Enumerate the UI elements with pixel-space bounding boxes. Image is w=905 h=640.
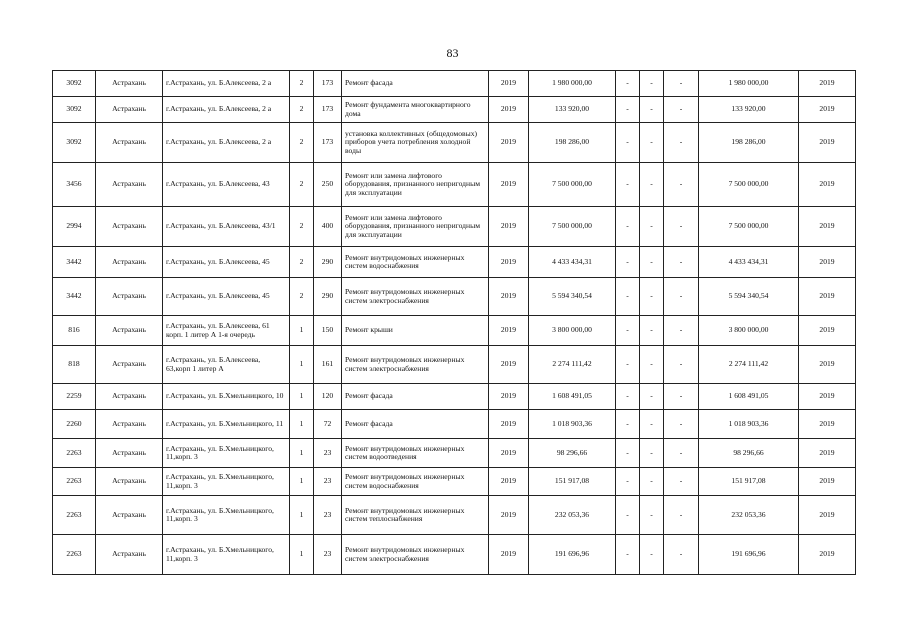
cell-city: Астрахань: [96, 535, 163, 575]
cell-apartments: 23: [314, 496, 342, 535]
cell-year-end: 2019: [799, 410, 856, 439]
cell-city: Астрахань: [96, 468, 163, 496]
cell-year-end: 2019: [799, 278, 856, 316]
cell-apartments: 290: [314, 278, 342, 316]
cell-total: 7 500 000,00: [699, 163, 799, 207]
table-row: [53, 97, 856, 123]
cell-year: 2019: [489, 410, 529, 439]
cell-id: 2994: [53, 207, 96, 247]
cell-city: Астрахань: [96, 123, 163, 163]
cell-floors: 1: [290, 384, 314, 410]
table-row: [53, 496, 856, 535]
cell-address: г.Астрахань, ул. Б.Алексеева, 2 а: [163, 123, 290, 163]
cell-cost: 198 286,00: [529, 123, 616, 163]
cell-dash-2: -: [640, 316, 664, 346]
cell-floors: 1: [290, 439, 314, 468]
cell-year: 2019: [489, 278, 529, 316]
cell-dash-1: -: [616, 71, 640, 97]
cell-dash-2: -: [640, 247, 664, 278]
cell-year: 2019: [489, 71, 529, 97]
cell-apartments: 173: [314, 97, 342, 123]
cell-total: 1 608 491,05: [699, 384, 799, 410]
cell-year-end: 2019: [799, 316, 856, 346]
cell-id: 816: [53, 316, 96, 346]
cell-work-type: Ремонт крыши: [342, 316, 489, 346]
cell-dash-2: -: [640, 468, 664, 496]
cell-dash-2: -: [640, 410, 664, 439]
cell-city: Астрахань: [96, 410, 163, 439]
cell-id: 3092: [53, 97, 96, 123]
cell-year: 2019: [489, 207, 529, 247]
cell-year-end: 2019: [799, 247, 856, 278]
cell-id: 2263: [53, 468, 96, 496]
cell-floors: 1: [290, 496, 314, 535]
cell-dash-2: -: [640, 278, 664, 316]
cell-cost: 7 500 000,00: [529, 207, 616, 247]
cell-address: г.Астрахань, ул. Б.Алексеева, 63,корп 1 литер А: [163, 346, 290, 384]
cell-year-end: 2019: [799, 163, 856, 207]
cell-total: 151 917,08: [699, 468, 799, 496]
table-row: [53, 207, 856, 247]
cell-address: г.Астрахань, ул. Б.Хмельницкого, 11,корп. 3: [163, 439, 290, 468]
cell-floors: 2: [290, 71, 314, 97]
cell-year: 2019: [489, 384, 529, 410]
cell-cost: 7 500 000,00: [529, 163, 616, 207]
cell-year: 2019: [489, 123, 529, 163]
cell-id: 3456: [53, 163, 96, 207]
cell-address: г.Астрахань, ул. Б.Алексеева, 45: [163, 278, 290, 316]
cell-apartments: 72: [314, 410, 342, 439]
cell-total: 232 053,36: [699, 496, 799, 535]
cell-year: 2019: [489, 439, 529, 468]
cell-id: 3092: [53, 71, 96, 97]
cell-address: г.Астрахань, ул. Б.Хмельницкого, 11: [163, 410, 290, 439]
cell-dash-3: -: [664, 384, 699, 410]
table-row: [53, 535, 856, 575]
cell-floors: 2: [290, 278, 314, 316]
cell-floors: 2: [290, 97, 314, 123]
cell-floors: 1: [290, 346, 314, 384]
cell-floors: 2: [290, 207, 314, 247]
cell-address: г.Астрахань, ул. Б.Алексеева, 43/1: [163, 207, 290, 247]
cell-cost: 4 433 434,31: [529, 247, 616, 278]
cell-dash-1: -: [616, 535, 640, 575]
cell-year-end: 2019: [799, 439, 856, 468]
cell-dash-2: -: [640, 496, 664, 535]
cell-dash-2: -: [640, 97, 664, 123]
cell-year: 2019: [489, 163, 529, 207]
cell-work-type: Ремонт фасада: [342, 71, 489, 97]
cell-dash-3: -: [664, 468, 699, 496]
cell-apartments: 173: [314, 123, 342, 163]
cell-total: 98 296,66: [699, 439, 799, 468]
cell-id: 3442: [53, 247, 96, 278]
cell-id: 2259: [53, 384, 96, 410]
cell-dash-3: -: [664, 535, 699, 575]
cell-year: 2019: [489, 346, 529, 384]
cell-city: Астрахань: [96, 496, 163, 535]
cell-cost: 1 980 000,00: [529, 71, 616, 97]
cell-dash-3: -: [664, 97, 699, 123]
cell-dash-1: -: [616, 163, 640, 207]
cell-work-type: установка коллективных (общедомовых) приборов учета потребления холодной воды: [342, 123, 489, 163]
cell-floors: 1: [290, 468, 314, 496]
cell-dash-3: -: [664, 278, 699, 316]
cell-address: г.Астрахань, ул. Б.Алексеева, 2 а: [163, 97, 290, 123]
cell-floors: 2: [290, 247, 314, 278]
cell-total: 4 433 434,31: [699, 247, 799, 278]
cell-dash-1: -: [616, 439, 640, 468]
cell-year: 2019: [489, 468, 529, 496]
cell-address: г.Астрахань, ул. Б.Хмельницкого, 11,корп. 3: [163, 535, 290, 575]
cell-apartments: 250: [314, 163, 342, 207]
cell-year: 2019: [489, 535, 529, 575]
cell-apartments: 290: [314, 247, 342, 278]
cell-work-type: Ремонт или замена лифтового оборудования, признанного непригодным для эксплуатации: [342, 207, 489, 247]
cell-id: 2263: [53, 439, 96, 468]
cell-dash-1: -: [616, 123, 640, 163]
cell-dash-1: -: [616, 207, 640, 247]
cell-address: г.Астрахань, ул. Б.Алексеева, 2 а: [163, 71, 290, 97]
cell-work-type: Ремонт фасада: [342, 384, 489, 410]
cell-city: Астрахань: [96, 97, 163, 123]
cell-year-end: 2019: [799, 71, 856, 97]
cell-apartments: 120: [314, 384, 342, 410]
cell-address: г.Астрахань, ул. Б.Алексеева, 45: [163, 247, 290, 278]
cell-year-end: 2019: [799, 97, 856, 123]
cell-dash-1: -: [616, 316, 640, 346]
table-row: [53, 410, 856, 439]
cell-floors: 2: [290, 123, 314, 163]
table-row: [53, 247, 856, 278]
cell-dash-1: -: [616, 384, 640, 410]
table-row: [53, 468, 856, 496]
cell-city: Астрахань: [96, 346, 163, 384]
table-row: [53, 278, 856, 316]
cell-work-type: Ремонт внутридомовых инженерных систем водоснабжения: [342, 247, 489, 278]
cell-cost: 133 920,00: [529, 97, 616, 123]
cell-cost: 3 800 000,00: [529, 316, 616, 346]
cell-apartments: 23: [314, 439, 342, 468]
cell-cost: 1 018 903,36: [529, 410, 616, 439]
cell-cost: 2 274 111,42: [529, 346, 616, 384]
cell-total: 133 920,00: [699, 97, 799, 123]
cell-work-type: Ремонт внутридомовых инженерных систем теплоснабжения: [342, 496, 489, 535]
cell-dash-1: -: [616, 496, 640, 535]
cell-apartments: 23: [314, 535, 342, 575]
cell-cost: 98 296,66: [529, 439, 616, 468]
cell-dash-2: -: [640, 384, 664, 410]
cell-total: 2 274 111,42: [699, 346, 799, 384]
cell-city: Астрахань: [96, 207, 163, 247]
table-row: [53, 384, 856, 410]
cell-apartments: 161: [314, 346, 342, 384]
cell-total: 1 980 000,00: [699, 71, 799, 97]
cell-year-end: 2019: [799, 468, 856, 496]
cell-apartments: 150: [314, 316, 342, 346]
cell-city: Астрахань: [96, 163, 163, 207]
cell-year-end: 2019: [799, 496, 856, 535]
cell-address: г.Астрахань, ул. Б.Хмельницкого, 10: [163, 384, 290, 410]
cell-total: 191 696,96: [699, 535, 799, 575]
cell-city: Астрахань: [96, 278, 163, 316]
cell-year: 2019: [489, 247, 529, 278]
page-number: 83: [446, 46, 459, 60]
cell-address: г.Астрахань, ул. Б.Хмельницкого, 11,корп. 3: [163, 496, 290, 535]
cell-dash-2: -: [640, 123, 664, 163]
cell-cost: 5 594 340,54: [529, 278, 616, 316]
cell-total: 198 286,00: [699, 123, 799, 163]
cell-dash-1: -: [616, 410, 640, 439]
cell-dash-1: -: [616, 468, 640, 496]
cell-address: г.Астрахань, ул. Б.Хмельницкого, 11,корп. 3: [163, 468, 290, 496]
cell-dash-3: -: [664, 496, 699, 535]
cell-cost: 232 053,36: [529, 496, 616, 535]
cell-dash-1: -: [616, 346, 640, 384]
cell-apartments: 173: [314, 71, 342, 97]
cell-dash-2: -: [640, 71, 664, 97]
cell-dash-2: -: [640, 346, 664, 384]
cell-year-end: 2019: [799, 384, 856, 410]
cell-total: 3 800 000,00: [699, 316, 799, 346]
cell-work-type: Ремонт фундамента многоквартирного дома: [342, 97, 489, 123]
table-body: [53, 71, 856, 575]
cell-dash-3: -: [664, 247, 699, 278]
cell-address: г.Астрахань, ул. Б.Алексеева, 43: [163, 163, 290, 207]
table-row: [53, 439, 856, 468]
cell-floors: 1: [290, 535, 314, 575]
cell-work-type: Ремонт внутридомовых инженерных систем водоотведения: [342, 439, 489, 468]
cell-work-type: Ремонт фасада: [342, 410, 489, 439]
cell-year: 2019: [489, 97, 529, 123]
cell-dash-3: -: [664, 207, 699, 247]
cell-city: Астрахань: [96, 316, 163, 346]
table-row: [53, 71, 856, 97]
cell-dash-2: -: [640, 163, 664, 207]
cell-city: Астрахань: [96, 71, 163, 97]
cell-year-end: 2019: [799, 123, 856, 163]
cell-work-type: Ремонт внутридомовых инженерных систем электроснабжения: [342, 278, 489, 316]
cell-dash-3: -: [664, 316, 699, 346]
cell-dash-3: -: [664, 163, 699, 207]
cell-apartments: 23: [314, 468, 342, 496]
cell-id: 2260: [53, 410, 96, 439]
cell-work-type: Ремонт или замена лифтового оборудования, признанного непригодным для эксплуатации: [342, 163, 489, 207]
cell-year-end: 2019: [799, 346, 856, 384]
cell-apartments: 400: [314, 207, 342, 247]
table-row: [53, 123, 856, 163]
cell-year: 2019: [489, 496, 529, 535]
cell-year-end: 2019: [799, 535, 856, 575]
cell-floors: 2: [290, 163, 314, 207]
table-row: [53, 163, 856, 207]
table-row: [53, 346, 856, 384]
cell-cost: 191 696,96: [529, 535, 616, 575]
cell-dash-1: -: [616, 97, 640, 123]
table-row: [53, 316, 856, 346]
cell-total: 5 594 340,54: [699, 278, 799, 316]
cell-address: г.Астрахань, ул. Б.Алексеева, 61 корп. 1 литер А 1-я очередь: [163, 316, 290, 346]
cell-cost: 151 917,08: [529, 468, 616, 496]
registry-table: [52, 70, 856, 575]
cell-id: 2263: [53, 535, 96, 575]
cell-floors: 1: [290, 410, 314, 439]
cell-id: 2263: [53, 496, 96, 535]
cell-id: 818: [53, 346, 96, 384]
cell-cost: 1 608 491,05: [529, 384, 616, 410]
cell-year-end: 2019: [799, 207, 856, 247]
cell-work-type: Ремонт внутридомовых инженерных систем водоснабжения: [342, 468, 489, 496]
cell-dash-1: -: [616, 278, 640, 316]
cell-id: 3092: [53, 123, 96, 163]
cell-year: 2019: [489, 316, 529, 346]
cell-city: Астрахань: [96, 439, 163, 468]
cell-floors: 1: [290, 316, 314, 346]
cell-dash-3: -: [664, 410, 699, 439]
cell-work-type: Ремонт внутридомовых инженерных систем электроснабжения: [342, 346, 489, 384]
cell-dash-1: -: [616, 247, 640, 278]
cell-total: 7 500 000,00: [699, 207, 799, 247]
cell-city: Астрахань: [96, 247, 163, 278]
cell-city: Астрахань: [96, 384, 163, 410]
cell-dash-3: -: [664, 346, 699, 384]
cell-work-type: Ремонт внутридомовых инженерных систем электроснабжения: [342, 535, 489, 575]
cell-dash-2: -: [640, 535, 664, 575]
cell-dash-3: -: [664, 439, 699, 468]
cell-dash-3: -: [664, 71, 699, 97]
cell-dash-2: -: [640, 207, 664, 247]
cell-dash-3: -: [664, 123, 699, 163]
cell-dash-2: -: [640, 439, 664, 468]
cell-id: 3442: [53, 278, 96, 316]
cell-total: 1 018 903,36: [699, 410, 799, 439]
